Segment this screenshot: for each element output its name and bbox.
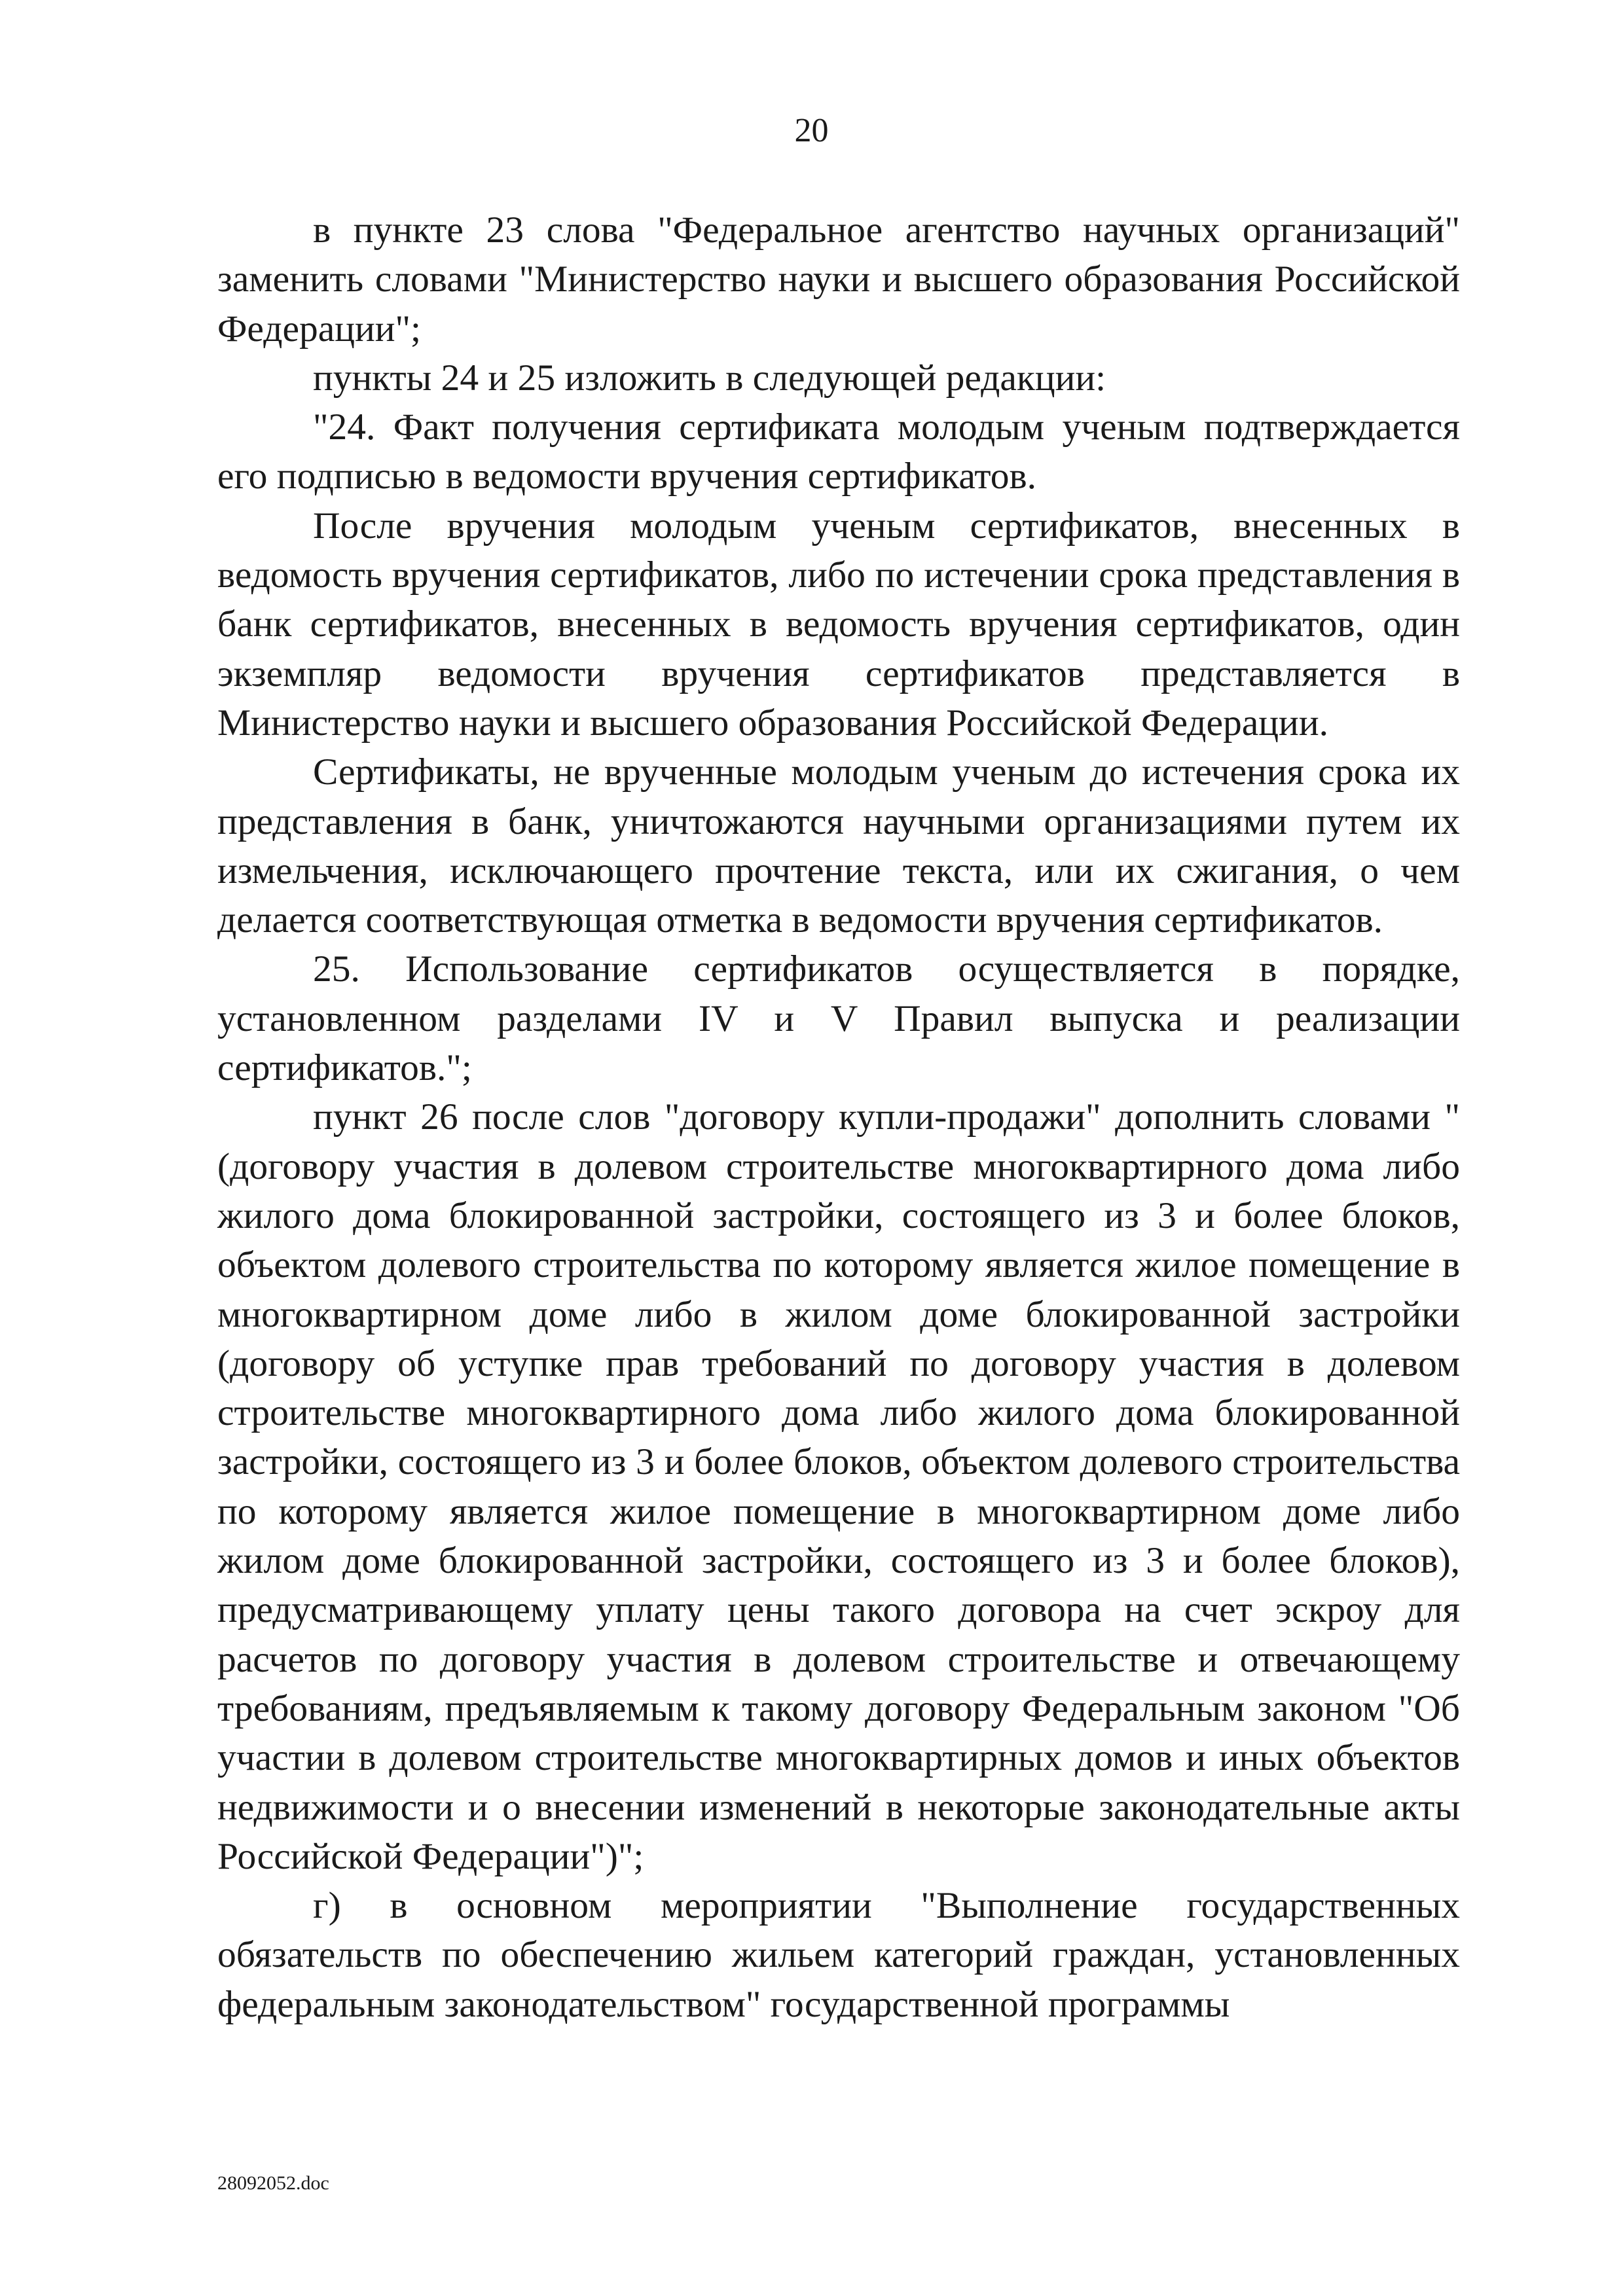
paragraph: 25. Использование сертификатов осуществляется в порядке, установленном разделами IV и V Правил выпуска и реализации сертификатов."; [217,948,1460,1089]
paragraph: пункты 24 и 25 изложить в следующей редакции: [313,357,1106,399]
paragraph: в пункте 23 слова "Федеральное агентство научных организаций" заменить словами "Министерство науки и высшего образования Российской Федерации"; [217,209,1460,350]
paragraph: Сертификаты, не врученные молодым ученым до истечения срока их представления в банк, уничтожаются научными организациями путем их измельчения, исключающего прочтение текста, или их сжигания, о чем делается соответствующая отметка в ведомости вручения сертификатов. [217,751,1460,941]
paragraph: После вручения молодым ученым сертификатов, внесенных в ведомость вручения сертификатов, либо по истечении срока представления в банк сертификатов, внесенных в ведомость вручения сертификатов, один экземпляр ведомости вручения сертификатов представляется в Министерство науки и высшего образования Российской Федерации. [217,505,1460,744]
paragraph: "24. Факт получения сертификата молодым ученым подтверждается его подписью в ведомости вручения сертификатов. [217,406,1460,497]
document-body [217,206,1460,2029]
document-code: 28092052.doc [217,2172,329,2194]
paragraph: пункт 26 после слов "договору купли-продажи" дополнить словами "(договору участия в долевом строительстве многоквартирного дома либо жилого дома блокированной застройки, состоящего из 3 и более блоков, объектом долевого строительства по которому является жилое помещение в многоквартирном доме либо в жилом доме блокированной застройки (договору об уступке прав требований по договору участия в долевом строительстве многоквартирного дома либо жилого дома блокированной застройки, состоящего из 3 и более блоков, объектом долевого строительства по которому является жилое помещение в многоквартирном доме либо жилом доме блокированной застройки, состоящего из 3 и более блоков), предусматривающему уплату цены такого договора на счет эскроу для расчетов по договору участия в долевом строительстве и отвечающему требованиям, предъявляемым к такому договору Федеральным законом "Об участии в долевом строительстве многоквартирных домов и иных объектов недвижимости и о внесении изменений в некоторые законодательные акты Российской Федерации")"; [217,1096,1460,1877]
paragraph: г) в основном мероприятии "Выполнение государственных обязательств по обеспечению жильем категорий граждан, установленных федеральным законодательством" государственной программы [217,1885,1460,2025]
page-number: 20 [794,112,829,149]
